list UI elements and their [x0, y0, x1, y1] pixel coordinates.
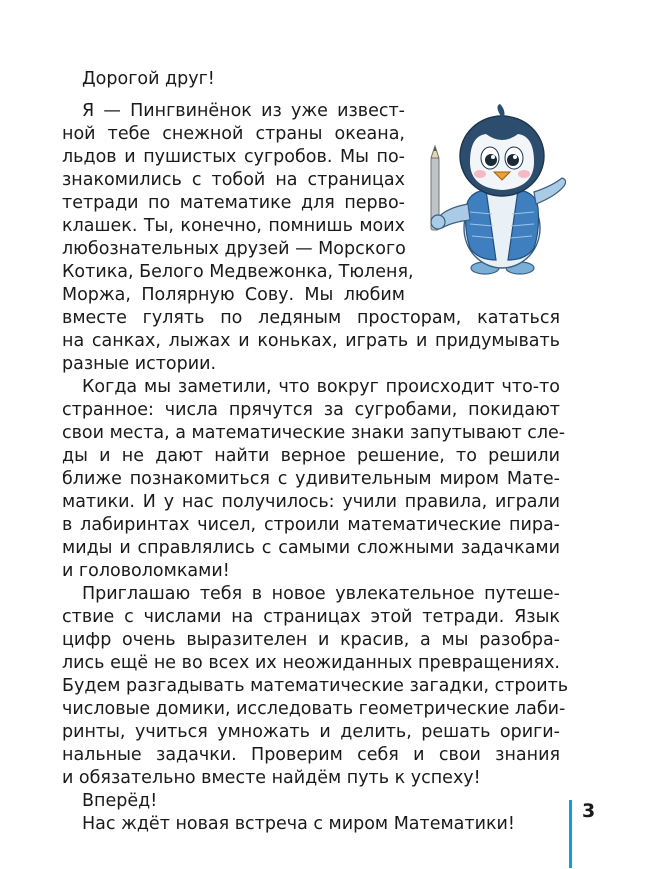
text-line: любознательных друзей — Морского [62, 239, 406, 259]
text-line: клашек. Ты, конечно, помнишь моих [62, 216, 405, 236]
text-line: числовые домики, исследовать геометрические лаби- [62, 699, 566, 719]
text-line: знакомились с тобой на страницах [62, 170, 405, 190]
text-line: матики. И у нас получилось: учили правила, играли [62, 492, 560, 512]
text-line: Будем разгадывать математические загадки, строить [62, 676, 569, 696]
text-line: ближе познакомиться с удивительным миром Мате- [62, 469, 560, 489]
text-line: льдов и пушистых сугробов. Мы по- [62, 147, 405, 167]
text-line: свои места, а математические знаки запутывают сле- [62, 423, 566, 443]
text-line: ды и не дают найти верное решение, то решили [62, 446, 560, 466]
text-line: миды и справлялись с самыми сложными задачками [62, 538, 560, 558]
text-line: цифр очень выразителен и красив, а мы разобра- [62, 630, 560, 650]
page-number: 3 [582, 800, 596, 822]
text-line: нальные задачки. Проверим себя и свои знания [62, 745, 560, 765]
text-line: Приглашаю тебя в новое увлекательное путеше- [82, 584, 560, 604]
text-line: в лабиринтах чисел, строили математические пира- [62, 515, 560, 535]
text-line: и обязательно вместе найдём путь к успеху! [62, 768, 481, 788]
text-line: ствие с числами на страницах этой тетради. Язык [62, 607, 560, 627]
text-line: ной тебе снежной страны океана, [62, 124, 405, 144]
page-number-bar [569, 800, 572, 868]
text-line: странное: числа прячутся за сугробами, покидают [62, 400, 560, 420]
text-line: на санках, лыжах и коньках, играть и придумывать [62, 331, 560, 351]
text-line: лись ещё не во всех их неожиданных превращениях. [62, 653, 560, 673]
text-line: тетради по математике для перво- [62, 193, 405, 213]
text-line: Нас ждёт новая встреча с миром Математики! [82, 814, 515, 834]
text-line: разные истории. [62, 354, 217, 374]
text-line: Моржа, Полярную Сову. Мы любим [62, 285, 405, 305]
text-line: Когда мы заметили, что вокруг происходит что-то [82, 377, 560, 397]
text-line: ринты, учиться умножать и делить, решать ориги- [62, 722, 560, 742]
penguin-illustration [420, 100, 570, 280]
text-line: Котика, Белого Медвежонка, Тюленя, [62, 262, 414, 282]
greeting: Дорогой друг! [82, 69, 215, 89]
text-line: вместе гулять по ледяным просторам, кататься [62, 308, 560, 328]
text-line: Вперёд! [82, 791, 158, 811]
text-line: и головоломками! [62, 561, 230, 581]
text-line: Я — Пингвинёнок из уже извест- [82, 101, 405, 121]
